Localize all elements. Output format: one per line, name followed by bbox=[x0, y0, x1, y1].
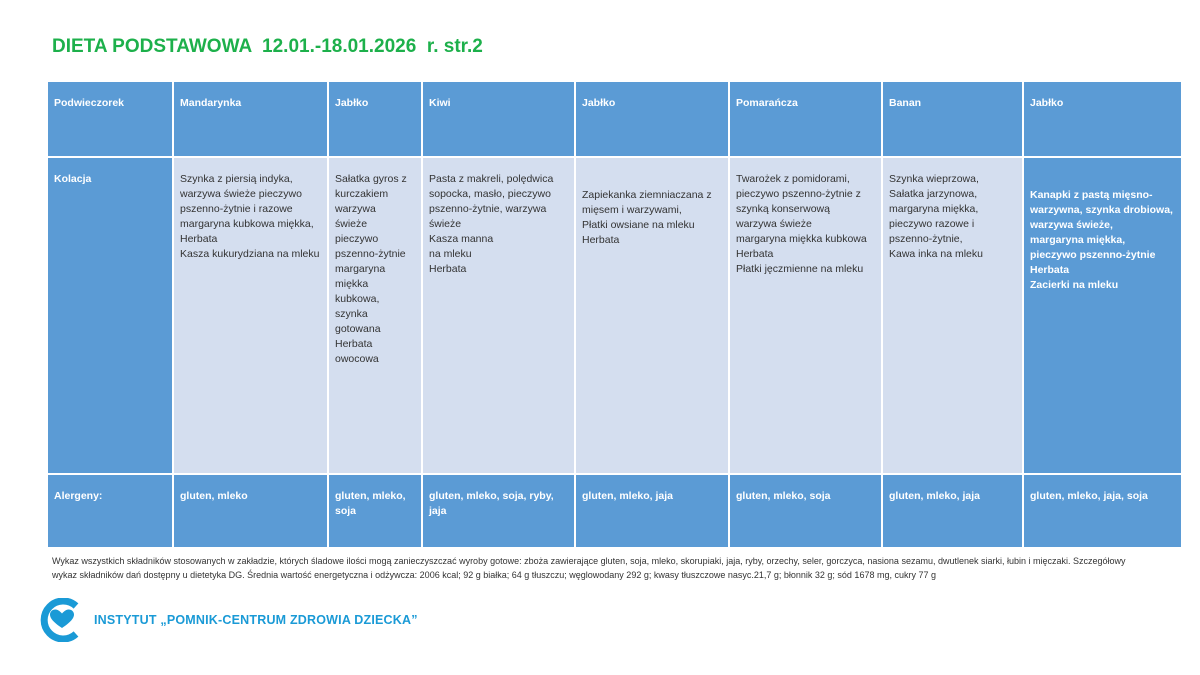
table-cell: gluten, mleko, jaja bbox=[882, 474, 1023, 548]
table-cell: Pomarańcza bbox=[729, 81, 882, 157]
table-cell: Banan bbox=[882, 81, 1023, 157]
logo-text: INSTYTUT „POMNIK-CENTRUM ZDROWIA DZIECKA” bbox=[94, 613, 418, 627]
table-cell: gluten, mleko, soja bbox=[729, 474, 882, 548]
table-row bbox=[47, 81, 1182, 157]
table-cell: gluten, mleko, jaja, soja bbox=[1023, 474, 1182, 548]
table-cell: Jabłko bbox=[575, 81, 729, 157]
table-cell: gluten, mleko, soja bbox=[328, 474, 422, 548]
table-row bbox=[47, 157, 1182, 474]
table-cell: gluten, mleko, jaja bbox=[575, 474, 729, 548]
table-cell: gluten, mleko bbox=[173, 474, 328, 548]
table-cell: Jabłko bbox=[328, 81, 422, 157]
table-cell: Szynka z piersią indyka, warzywa świeże pieczywo pszenno-żytnie i razowe margaryna kubkowa miękka, Herbata Kasza kukurydziana na mleku bbox=[173, 157, 328, 474]
menu-table bbox=[46, 80, 1183, 549]
table-cell: Twarożek z pomidorami, pieczywo pszenno-żytnie z szynką konserwową warzywa świeże margaryna miękka kubkowa Herbata Płatki jęczmienne na mleku bbox=[729, 157, 882, 474]
table-cell: Jabłko bbox=[1023, 81, 1182, 157]
heart-c-logo-icon bbox=[36, 598, 90, 642]
institute-logo bbox=[36, 598, 418, 642]
table-cell: Mandarynka bbox=[173, 81, 328, 157]
table-row bbox=[47, 474, 1182, 548]
row-label-podwieczorek: Podwieczorek bbox=[47, 81, 173, 157]
row-label-kolacja: Kolacja bbox=[47, 157, 173, 474]
table-cell: Pasta z makreli, polędwica sopocka, masło, pieczywo pszenno-żytnie, warzywa świeże Kasza manna na mleku Herbata bbox=[422, 157, 575, 474]
row-label-alergeny: Alergeny: bbox=[47, 474, 173, 548]
table-cell: Szynka wieprzowa, Sałatka jarzynowa, margaryna miękka, pieczywo razowe i pszenno-żytnie, Kawa inka na mleku bbox=[882, 157, 1023, 474]
table-cell: Sałatka gyros z kurczakiem warzywa świeże pieczywo pszenno-żytnie margaryna miękka kubkowa, szynka gotowana Herbata owocowa bbox=[328, 157, 422, 474]
page-title: DIETA PODSTAWOWA 12.01.-18.01.2026 r. str.2 bbox=[52, 36, 483, 57]
table-cell: gluten, mleko, soja, ryby, jaja bbox=[422, 474, 575, 548]
table-cell: Kiwi bbox=[422, 81, 575, 157]
table-cell: Kanapki z pastą mięsno-warzywna, szynka drobiowa, warzywa świeże, margaryna miękka, pieczywo pszenno-żytnie Herbata Zacierki na mleku bbox=[1023, 157, 1182, 474]
allergen-note: Wykaz wszystkich składników stosowanych w zakładzie, których śladowe ilości mogą zanieczyszczać wyroby gotowe: zboża zawierające gluten, soja, mleko, skorupiaki, jaja, ryby, orzechy, seler, gorczyca, nasiona sezamu, dwutlenek siarki, łubin i mięczaki. Szczegółowy wykaz składników dań dostępny u dietetyka DG. Średnia wartość energetyczna i odżywcza: 2006 kcal; 92 g białka; 64 g tłuszczu; węglowodany 292 g; kwasy tłuszczowe nasyc.21,7 g; błonnik 32 g; sód 1678 mg, cukry 77 g bbox=[52, 556, 1126, 580]
table-cell: Zapiekanka ziemniaczana z mięsem i warzywami, Płatki owsiane na mleku Herbata bbox=[575, 157, 729, 474]
